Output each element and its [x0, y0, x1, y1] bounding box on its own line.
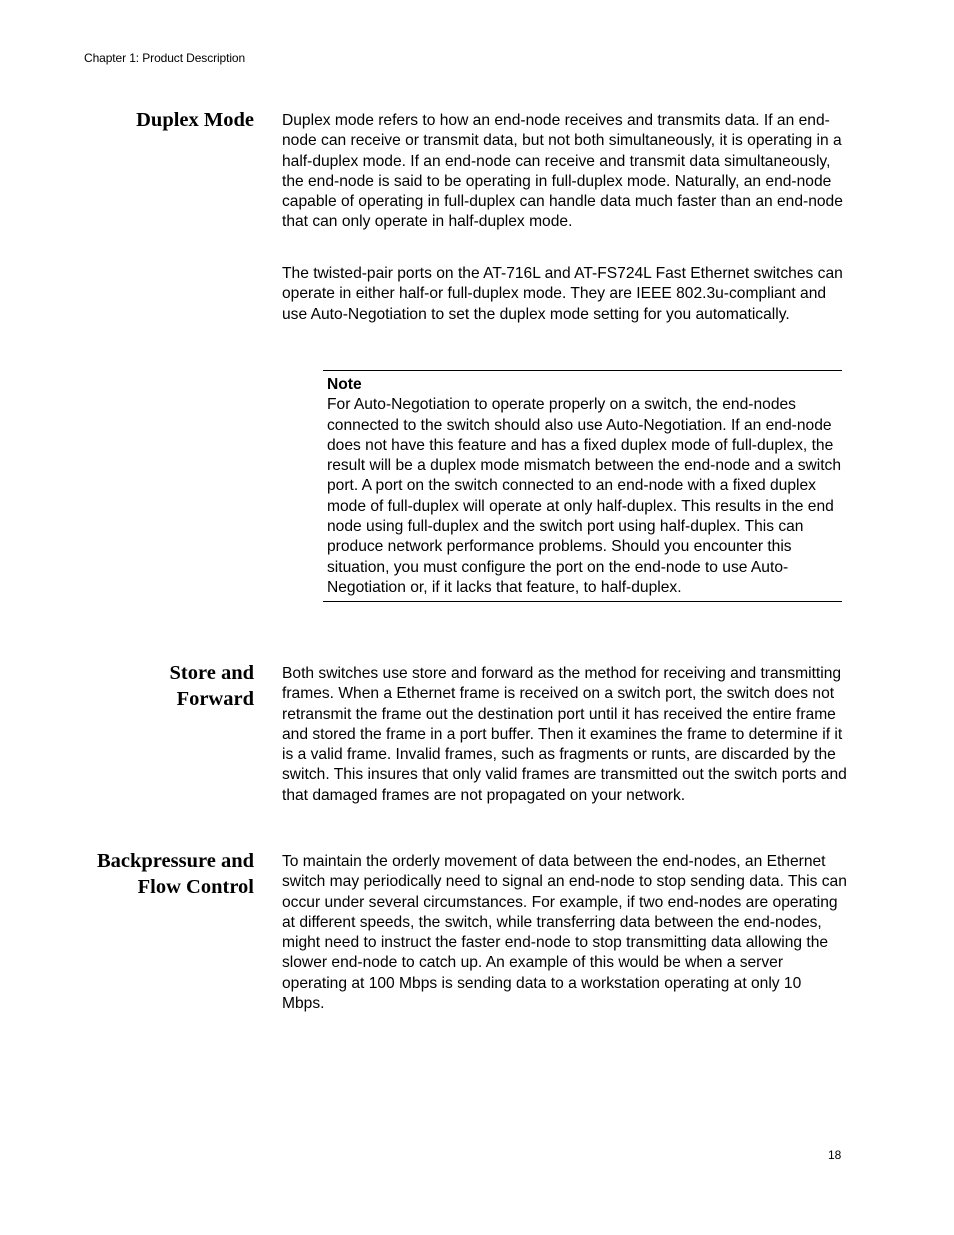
section-heading-line: Store and [169, 662, 254, 684]
page-number: 18 [828, 1148, 842, 1162]
section-heading-line: Forward [176, 688, 254, 710]
note-title: Note [327, 376, 362, 393]
duplex-mode-paragraph-2: The twisted-pair ports on the AT-716L and AT-FS724L Fast Ethernet switches can operate in either half-or full-duplex mode. They are IEEE 802.3u-compliant and use Auto-Negotiation to set the duplex mode setting for you automatically. [282, 265, 843, 323]
section-heading-duplex-mode: Duplex Mode [136, 109, 254, 131]
duplex-mode-paragraph-1: Duplex mode refers to how an end-node receives and transmits data. If an end-node can receive or transmit data, but not both simultaneously, it is operating in a half-duplex mode. If an end-node can receive and transmit data simultaneously, the end-node is said to be operating in full-duplex mode. Naturally, an end-node capable of operating in full-duplex can handle data much faster than an end-node that can only operate in half-duplex mode. [282, 112, 843, 231]
section-heading-line: Backpressure and [96, 850, 254, 872]
store-and-forward-paragraph: Both switches use store and forward as the method for receiving and transmitting frames. When a Ethernet frame is received on a switch port, the switch does not retransmit the frame out the destination port until it has received the entire frame and stored the frame in a port buffer. Then it examines the frame to determine if it is a valid frame. Invalid frames, such as fragments or runts, are discarded by the switch. This insures that only valid frames are transmitted out the switch ports and that damaged frames are not propagated on your network. [282, 665, 847, 804]
note-box [323, 370, 842, 602]
note-text: For Auto-Negotiation to operate properly on a switch, the end-nodes connected to the switch should also use Auto-Negotiation. If an end-node does not have this feature and has a fixed duplex mode of full-duplex, the result will be a duplex mode mismatch between the end-node and a switch port. A port on the switch connected to an end-node with a fixed duplex mode of full-duplex will operate at only half-duplex. This results in the end node using full-duplex and the switch port using half-duplex. This can produce network performance problems. Should you encounter this situation, you must configure the port on the end-node to use Auto-Negotiation or, if it lacks that feature, to half-duplex. [327, 396, 842, 596]
running-header: Chapter 1: Product Description [84, 51, 246, 65]
section-heading-store-and-forward [170, 660, 254, 712]
backpressure-paragraph: To maintain the orderly movement of data between the end-nodes, an Ethernet switch may periodically need to signal an end-node to stop sending data. This can occur under several circumstances. For example, if two end-nodes are operating at different speeds, the switch, while transferring data between the end-nodes, might need to instruct the faster end-node to stop transmitting data allowing the slower end-node to catch up. An example of this would be when a server operating at 100 Mbps is sending data to a workstation operating at only 10 Mbps. [282, 853, 847, 1013]
section-heading-backpressure-flow-control [97, 848, 254, 900]
section-heading-line: Flow Control [137, 876, 254, 898]
